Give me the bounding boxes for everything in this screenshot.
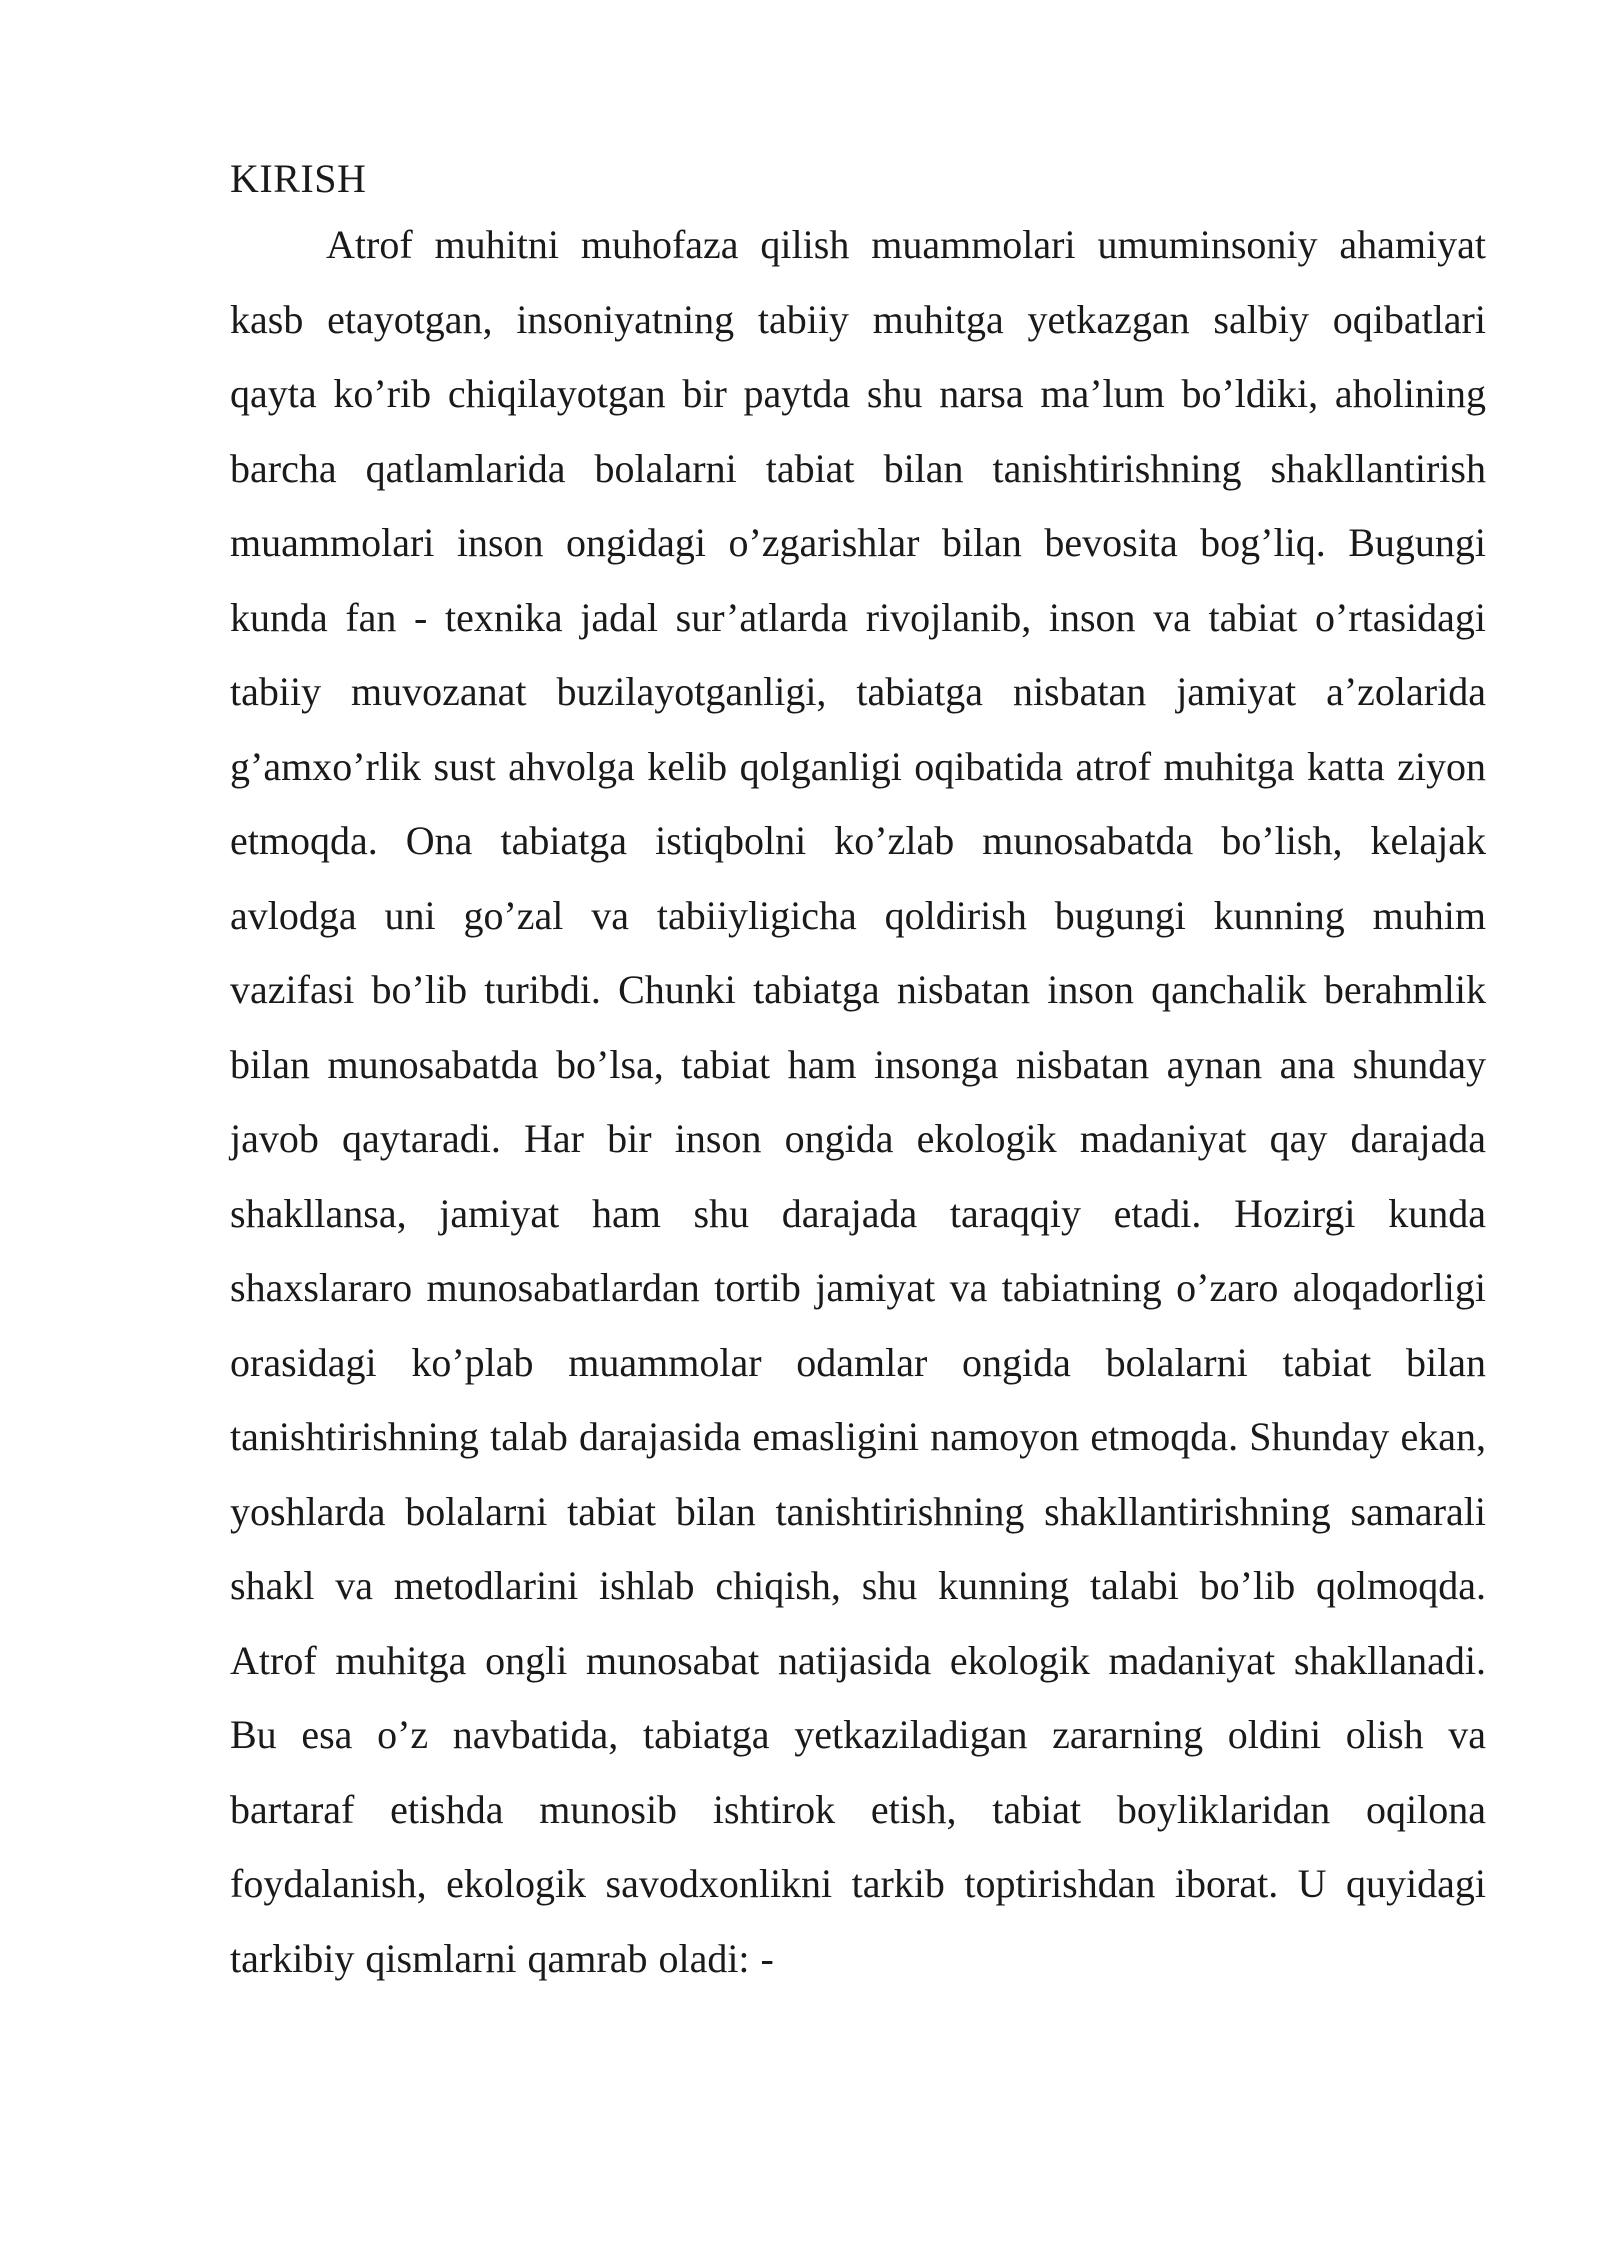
document-page xyxy=(230,150,1486,1996)
section-heading: KIRISH xyxy=(230,156,367,201)
body-paragraph: Atrof muhitni muhofaza qilish muammolari umuminsoniy ahamiyat kasb etayotgan, insoniyatning tabiiy muhitga yetkazgan salbiy oqibatlari qayta ko’rib chiqilayotgan bir paytda shu narsa ma’lum bo’ldiki, aholining barcha qatlamlarida bolalarni tabiat bilan tanishtirishning shakllantirish muammolari inson ongidagi o’zgarishlar bilan bevosita bog’liq. Bugungi kunda fan - texnika jadal sur’atlarda rivojlanib, inson va tabiat o’rtasidagi tabiiy muvozanat buzilayotganligi, tabiatga nisbatan jamiyat a’zolarida g’amxo’rlik sust ahvolga kelib qolganligi oqibatida atrof muhitga katta ziyon etmoqda. Ona tabiatga istiqbolni ko’zlab munosabatda bo’lish, kelajak avlodga uni go’zal va tabiiyligicha qoldirish bugungi kunning muhim vazifasi bo’lib turibdi. Chunki tabiatga nisbatan inson qanchalik berahmlik bilan munosabatda bo’lsa, tabiat ham insonga nisbatan aynan ana shunday javob qaytaradi. Har bir inson ongida ekologik madaniyat qay darajada shakllansa, jamiyat ham shu darajada taraqqiy etadi. Hozirgi kunda shaxslararo munosabatlardan tortib jamiyat va tabiatning o’zaro aloqadorligi orasidagi ko’plab muammolar odamlar ongida bolalarni tabiat bilan tanishtirishning talab darajasida emasligini namoyon etmoqda. Shunday ekan, yoshlarda bolalarni tabiat bilan tanishtirishning shakllantirishning samarali shakl va metodlarini ishlab chiqish, shu kunning talabi bo’lib qolmoqda. Atrof muhitga ongli munosabat natijasida ekologik madaniyat shakllanadi. Bu esa o’z navbatida, tabiatga yetkaziladigan zararning oldini olish va bartaraf etishda munosib ishtirok etish, tabiat boyliklaridan oqilona foydalanish, ekologik savodxonlikni tarkib toptirishdan iborat. U quyidagi tarkibiy qismlarni qamrab oladi: - xyxy=(230,222,1486,1981)
